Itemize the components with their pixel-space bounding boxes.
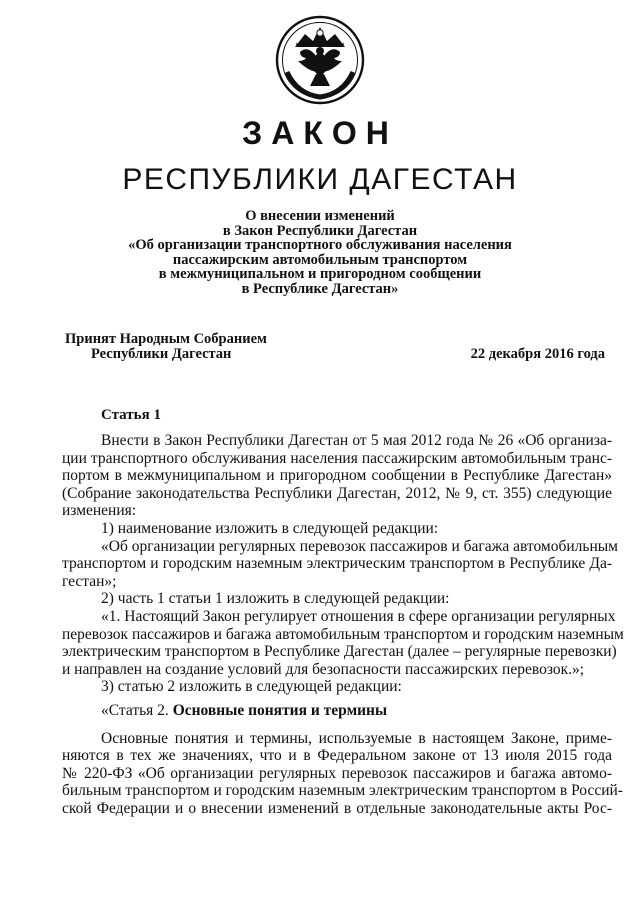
adopted-by-line-2: Республики Дагестан	[91, 346, 232, 362]
paragraph-line: няются в тех же значениях, что и в Федеральном законе от 13 июля 2015 года	[62, 747, 612, 765]
law-title: ЗАКОН	[242, 115, 398, 151]
quote-line: гестан»;	[62, 572, 117, 590]
paragraph-line: Основные понятия и термины, используемые в настоящем Законе, приме-	[101, 729, 612, 747]
article-1-title: Статья 1	[101, 407, 161, 423]
list-item-1: 1) наименование изложить в следующей редакции:	[101, 519, 439, 537]
quote-line: электрическим транспортом в Республике Дагестан (далее – регулярные перевозки)	[62, 643, 617, 661]
adoption-date: 22 декабря 2016 года	[470, 346, 605, 362]
paragraph-line: Внести в Закон Республики Дагестан от 5 мая 2012 года № 26 «Об организа-	[101, 432, 612, 449]
adopted-by-line: Принят Народным Собранием	[65, 331, 267, 347]
article-2-prefix: «Статья 2.	[101, 701, 173, 719]
quote-line: и направлен на создание условий для безопасности пассажирских перевозок.»;	[62, 660, 585, 678]
law-heading	[0, 209, 640, 297]
article-2-title: Основные понятия и термины	[172, 701, 388, 719]
law-subtitle: РЕСПУБЛИКИ ДАГЕСТАН	[122, 163, 518, 196]
heading-line: в Закон Республики Дагестан	[222, 222, 418, 239]
heading-line: пассажирским автомобильным транспортом	[172, 251, 468, 268]
coat-of-arms-emblem	[273, 14, 367, 106]
heading-line: в Республике Дагестан»	[241, 280, 399, 297]
paragraph-line: портом в межмуниципальном и пригородном сообщении в Республике Дагестан»	[62, 467, 612, 485]
quote-line: транспортом и городским наземным электрическим транспортом в Республике Да-	[62, 555, 612, 573]
quote-line: «1. Настоящий Закон регулирует отношения в сфере организации регулярных	[101, 607, 616, 625]
paragraph-line: изменения:	[62, 502, 137, 520]
paragraph-line: (Собрание законодательства Республики Дагестан, 2012, № 9, ст. 355) следующие	[62, 484, 612, 502]
article-1-body	[62, 432, 624, 817]
list-item-2: 2) часть 1 статьи 1 изложить в следующей редакции:	[101, 590, 450, 608]
paragraph-line: № 220-ФЗ «Об организации регулярных перевозок пассажиров и багажа автомо-	[62, 764, 612, 782]
quote-line: «Об организации регулярных перевозок пассажиров и багажа автомобильным	[101, 537, 618, 555]
heading-line: в межмуниципальном и пригородном сообщении	[158, 266, 482, 283]
quote-line: перевозок пассажиров и багажа автомобильным транспортом и городским наземным	[62, 625, 624, 643]
paragraph-line: ской Федерации и о внесении изменений в отдельные законодательные акты Рос-	[62, 799, 612, 817]
heading-line: О внесении изменений	[245, 208, 395, 224]
paragraph-line: бильным транспортом и городским наземным электрическим транспортом в Россий-	[62, 782, 623, 800]
heading-line: «Об организации транспортного обслуживания населения	[128, 237, 512, 254]
list-item-3: 3) статью 2 изложить в следующей редакции:	[101, 678, 402, 696]
article-2-heading	[62, 702, 612, 720]
paragraph-line: ции транспортного обслуживания населения пассажирским автомобильным транс-	[62, 449, 612, 467]
